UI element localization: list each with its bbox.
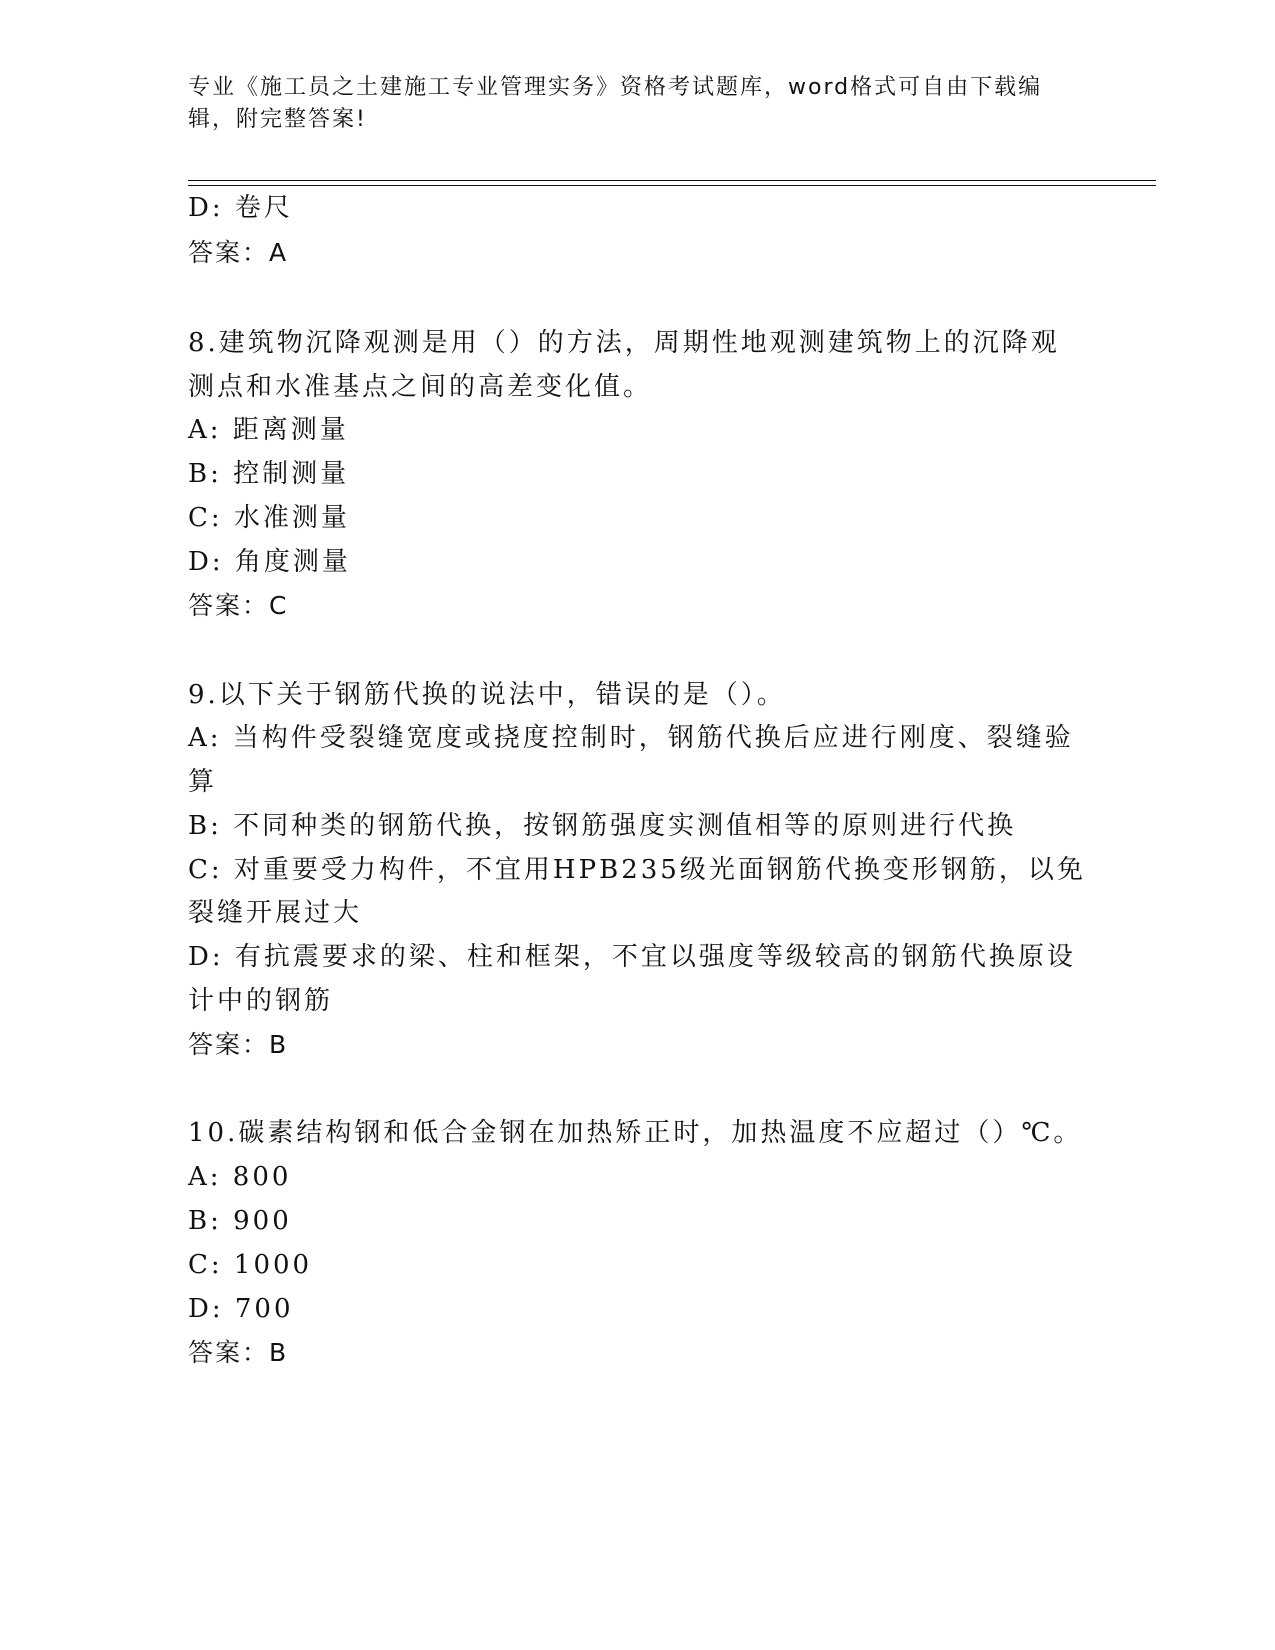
q9-answer: 答案：B — [188, 1030, 289, 1059]
q9-stem: 9.以下关于钢筋代换的说法中，错误的是（）。 — [188, 680, 786, 710]
q8-option-a: A: 距离测量 — [188, 415, 349, 445]
q8-stem-line-1: 8.建筑物沉降观测是用（）的方法，周期性地观测建筑物上的沉降观 — [188, 328, 1060, 358]
q9-option-b: B: 不同种类的钢筋代换，按钢筋强度实测值相等的原则进行代换 — [188, 811, 1017, 841]
q10-option-d: D: 700 — [188, 1294, 294, 1324]
q9-option-c-line-2: 裂缝开展过大 — [188, 898, 363, 928]
q10-stem: 10.碳素结构钢和低合金钢在加热矫正时，加热温度不应超过（）℃。 — [188, 1118, 1083, 1148]
q10-option-c: C: 1000 — [188, 1250, 313, 1280]
header-divider-top — [188, 180, 1156, 181]
q8-option-d: D: 角度测量 — [188, 547, 351, 577]
q10-answer: 答案：B — [188, 1338, 289, 1367]
q8-option-b: B: 控制测量 — [188, 459, 350, 489]
q9-option-d-line-1: D: 有抗震要求的梁、柱和框架，不宜以强度等级较高的钢筋代换原设 — [188, 942, 1076, 972]
q7-option-d: D: 卷尺 — [188, 193, 293, 223]
page-header — [188, 72, 1088, 136]
q7-answer: 答案：A — [188, 238, 289, 267]
q10-option-a: A: 800 — [188, 1162, 292, 1192]
header-line-1: 专业《施工员之土建施工专业管理实务》资格考试题库，word格式可自由下载编 — [188, 75, 1043, 100]
q8-answer: 答案：C — [188, 591, 289, 620]
q8-option-c: C: 水准测量 — [188, 503, 350, 533]
q9-option-a-line-2: 算 — [188, 767, 218, 797]
q8-stem-line-2: 测点和水准基点之间的高差变化值。 — [188, 372, 653, 402]
q9-option-d-line-2: 计中的钢筋 — [188, 986, 334, 1016]
header-line-2: 辑，附完整答案! — [188, 107, 367, 132]
q9-option-c-line-1: C: 对重要受力构件，不宜用HPB235级光面钢筋代换变形钢筋，以免 — [188, 855, 1086, 885]
q10-option-b: B: 900 — [188, 1206, 292, 1236]
q9-option-a-line-1: A: 当构件受裂缝宽度或挠度控制时，钢筋代换后应进行刚度、裂缝验 — [188, 723, 1074, 753]
header-divider-bottom — [188, 185, 1156, 186]
